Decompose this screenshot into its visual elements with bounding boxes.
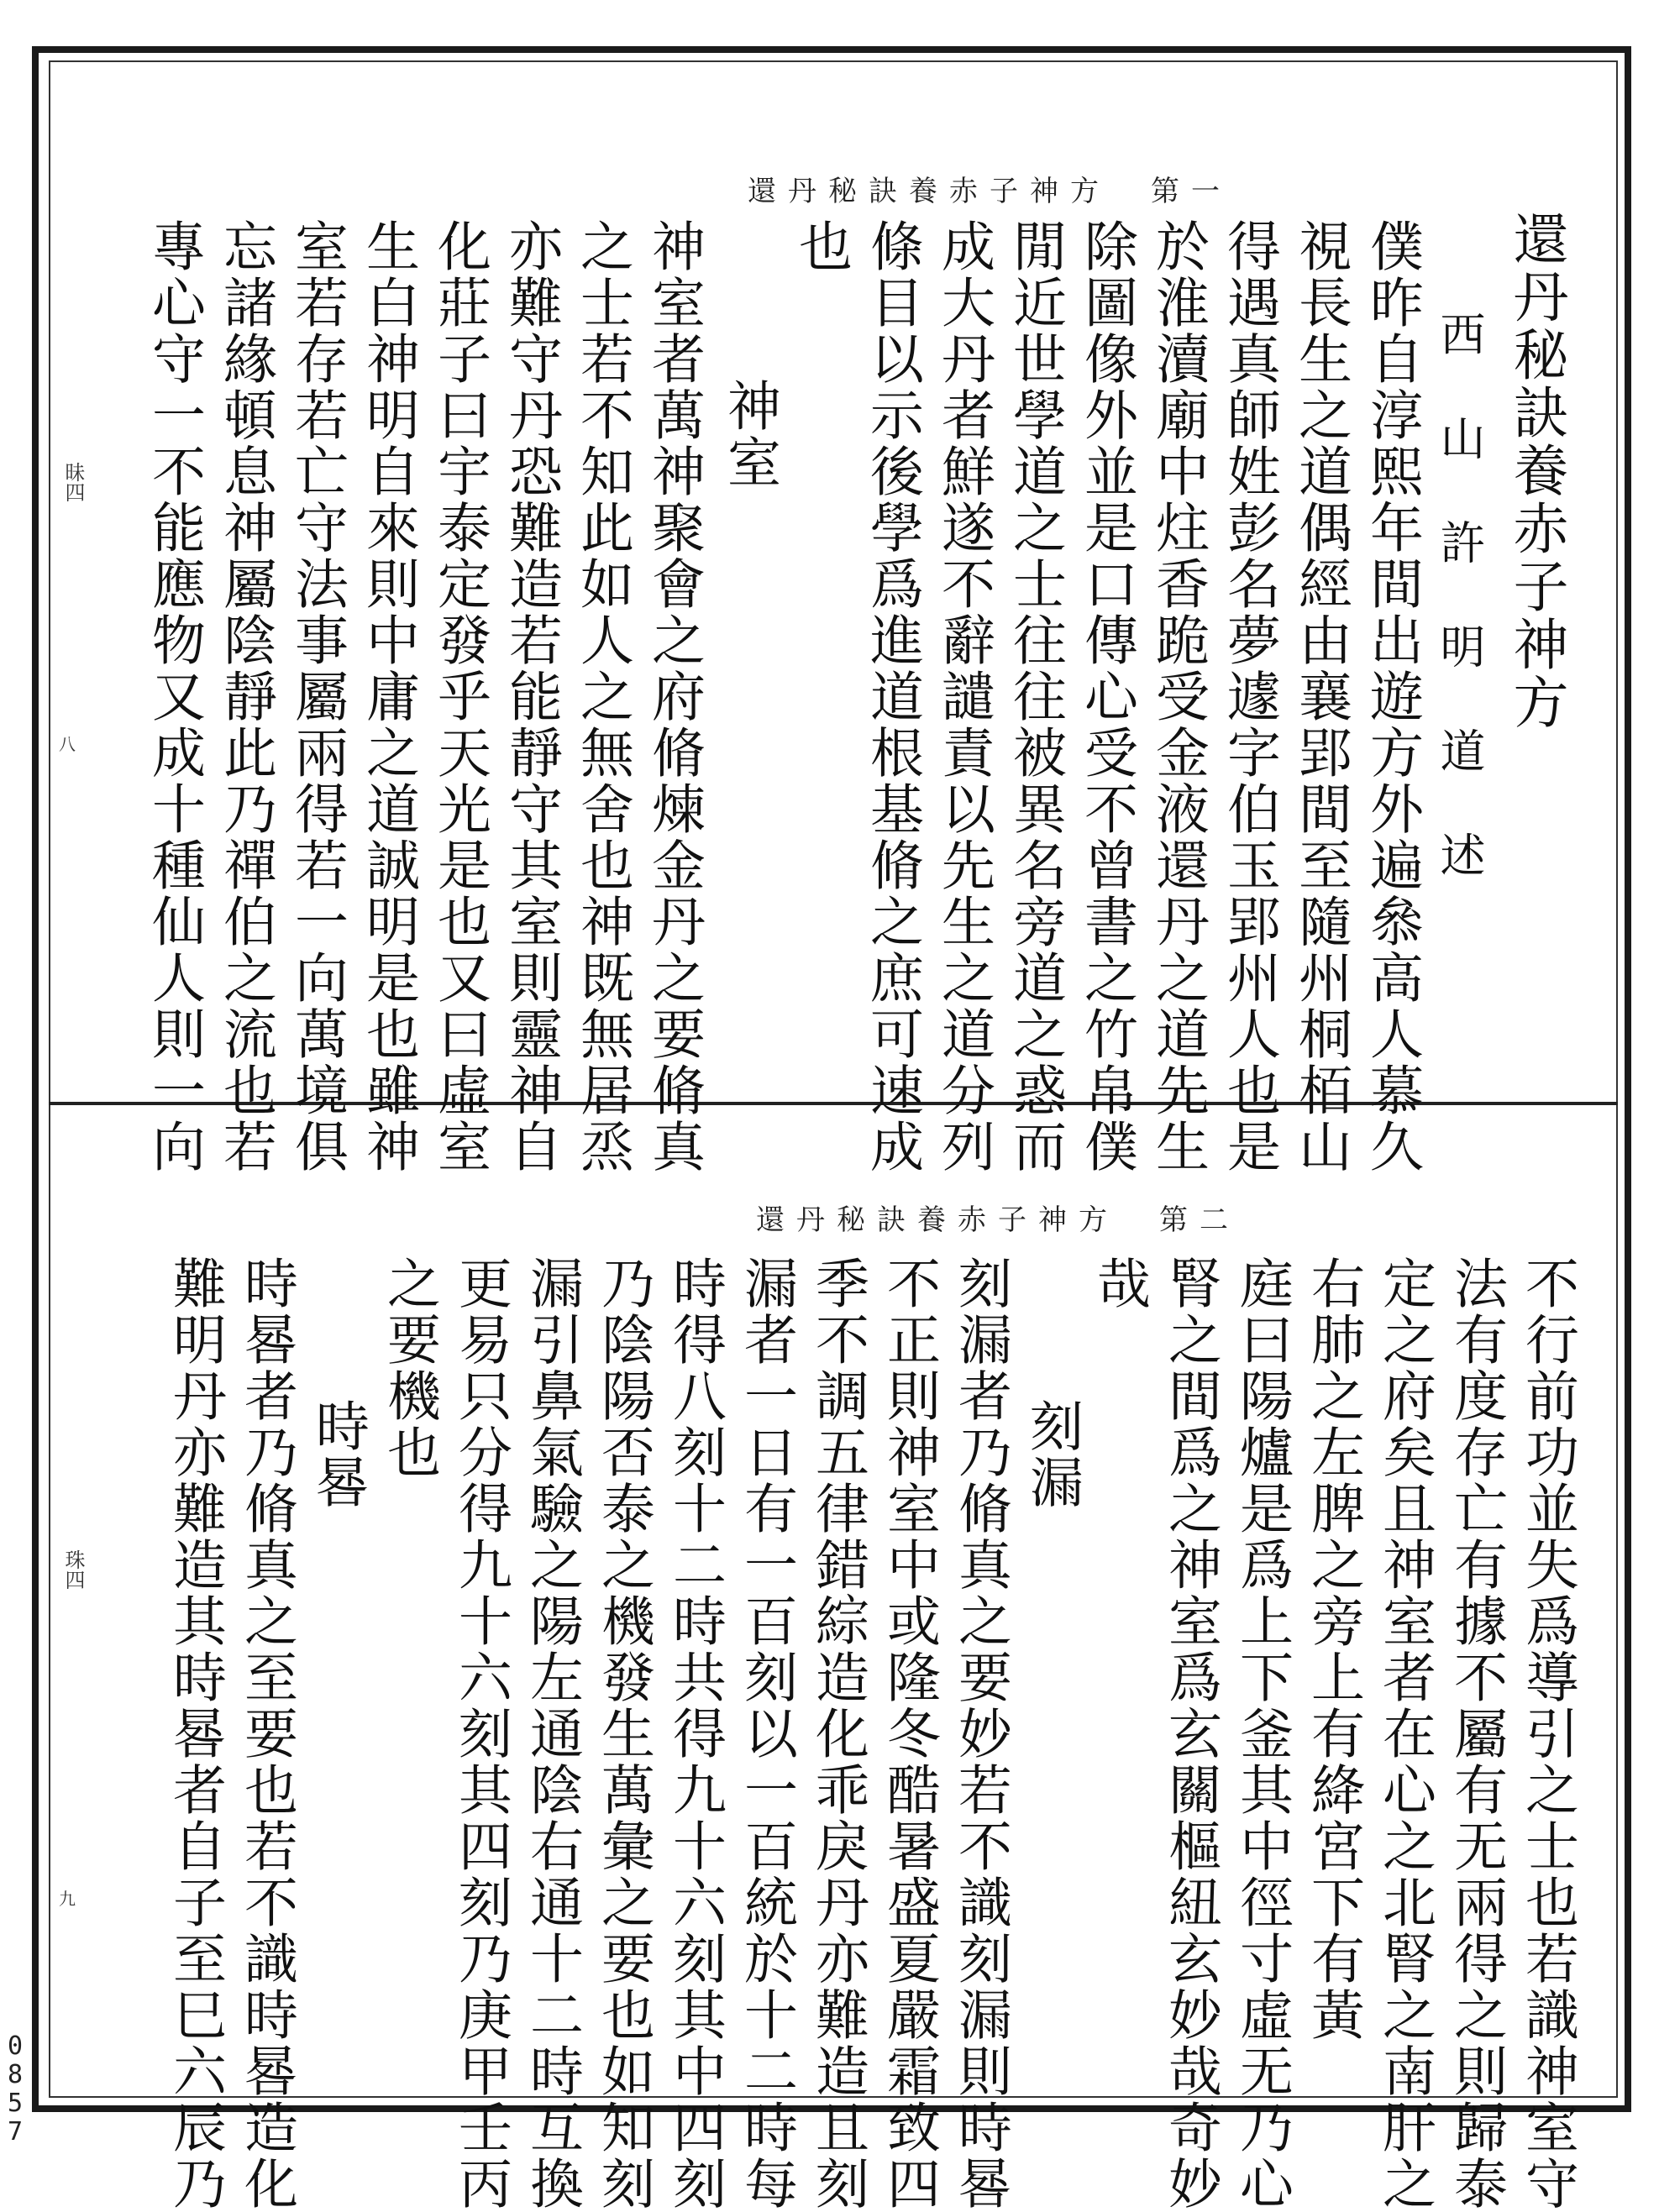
top-title: 還丹秘訣養赤子神方 — [1504, 210, 1568, 731]
text-column: 庭曰陽爐是爲上下釜其中徑寸虛无乃心 — [1231, 1255, 1293, 2212]
text-column: 除圖像外並是口傳心受不曾書之竹帛僕 — [1075, 218, 1137, 1175]
text-column: 更易只分得九十六刻其四刻乃庚甲壬丙 — [449, 1255, 512, 2212]
text-column: 不行前功並失爲導引之士也若識神室守 — [1516, 1255, 1578, 2212]
page-number-digit: 0 — [7, 2031, 24, 2061]
text-column: 不正則神室中或隆冬酷暑盛夏嚴霜致四 — [878, 1255, 940, 2212]
text-column: 哉 — [1088, 1255, 1150, 1312]
text-column: 閒近世學道之士往往被異名旁道之惑而 — [1004, 218, 1066, 1175]
bottom-page — [59, 1113, 1613, 2212]
text-column: 亦難守丹恐難造若能靜守其室則靈神自 — [500, 218, 562, 1175]
text-column: 成大丹者鮮遂不辭譴責以先生之道分列 — [932, 218, 995, 1175]
page-number-digit: 8 — [7, 2060, 24, 2089]
text-column: 也 — [790, 218, 852, 275]
page-number-digit: 7 — [7, 2117, 24, 2146]
text-column: 時晷者乃脩真之至要也若不識時晷造化 — [235, 1255, 297, 2212]
text-column: 漏引鼻氣驗之陽左通陰右通十二時互換 — [521, 1255, 583, 2212]
top-page — [59, 67, 1613, 1175]
margin-mark: 珠四 — [61, 1549, 85, 1590]
text-column: 難明丹亦難造其時晷者自子至巳六辰乃 — [164, 1255, 226, 2212]
text-column: 右肺之左脾之旁上有絳宮下有黃 — [1302, 1255, 1364, 2043]
text-column: 腎之間爲之神室爲玄關樞紐玄妙哉奇妙 — [1159, 1255, 1221, 2212]
section-heading: 時晷 — [307, 1398, 369, 1511]
text-column: 條目以示後學爲進道根基脩之庶可速成 — [861, 218, 923, 1175]
text-column: 神室者萬神聚會之府脩煉金丹之要脩真 — [643, 218, 705, 1175]
text-column: 室若存若亡守法事屬兩得若一向萬境俱 — [286, 218, 348, 1175]
bottom-running-header: 還丹秘訣養赤子神方 第二 — [756, 1203, 1240, 1237]
text-column: 刻漏者乃脩真之要妙若不識刻漏則時晷 — [949, 1255, 1011, 2212]
text-column: 化莊子曰宇泰定發乎天光是也又曰虛室 — [428, 218, 491, 1175]
text-column: 時得八刻十二時共得九十六刻其中四刻 — [664, 1255, 726, 2212]
section-heading: 神室 — [718, 378, 780, 490]
page-number — [5, 2032, 25, 2146]
margin-mark: 昧四 — [61, 462, 85, 502]
text-column: 生白神明自來則中庸之道誠明是也雖神 — [357, 218, 419, 1175]
text-column: 漏者一日有一百刻以一百統於十二時每 — [735, 1255, 797, 2212]
text-column: 法有度存亡有據不屬有无兩得之則歸泰 — [1445, 1255, 1507, 2212]
folio-number: 九 — [59, 1889, 76, 1909]
text-column: 於淮瀆廟中炷香跪受金液還丹之道先生 — [1147, 218, 1209, 1175]
text-column: 乃陰陽否泰之機發生萬彙之要也如知刻 — [592, 1255, 654, 2212]
text-column: 定之府矣且神室者在心之北腎之南肝之 — [1373, 1255, 1436, 2212]
text-column: 視長生之道偶經由襄郢間至隨州桐栢山 — [1289, 218, 1352, 1175]
folio-number: 八 — [59, 734, 76, 754]
text-column: 僕昨自淳熙年間出遊方外遍叅高人慕久 — [1361, 218, 1423, 1175]
top-author: 西山許明道述 — [1433, 311, 1486, 936]
text-column: 之士若不知此如人之無舍也神既無居烝 — [571, 218, 633, 1175]
text-column: 季不調五律錯綜造化乖戾丹亦難造且刻 — [806, 1255, 869, 2212]
page-number-digit: 5 — [7, 2089, 24, 2118]
text-column: 忘諸緣頓息神屬陰靜此乃禪伯之流也若 — [214, 218, 276, 1175]
section-heading: 刻漏 — [1021, 1398, 1083, 1511]
text-column: 專心守一不能應物又成十種仙人則一向 — [143, 218, 205, 1175]
text-column: 之要機也 — [378, 1255, 440, 1481]
top-running-header: 還丹秘訣養赤子神方 第一 — [748, 175, 1231, 208]
text-column: 得遇真師姓彭名夢遽字伯玉郢州人也是 — [1218, 218, 1280, 1175]
